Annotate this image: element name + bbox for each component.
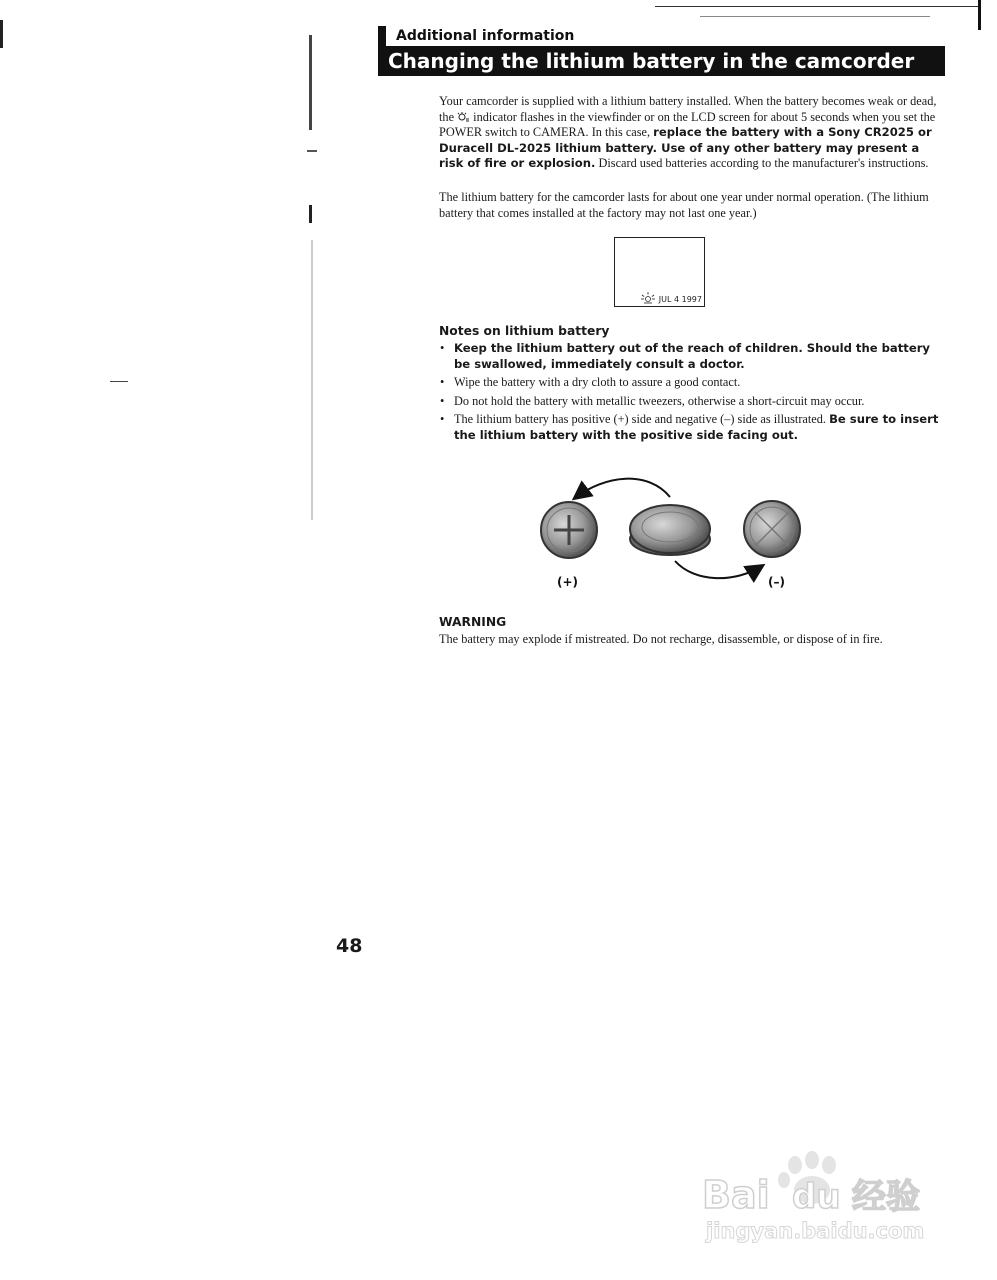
notes-list (439, 341, 939, 446)
note-1-text: Keep the lithium battery out of the reach of children. Should the battery be swallowed, immediately consult a doctor. (454, 341, 930, 371)
binding-edge-mark (309, 205, 312, 223)
watermark-cn: 经验 (852, 1177, 920, 1217)
page-title: Changing the lithium battery in the camcorder (378, 46, 945, 76)
list-item (439, 375, 939, 391)
crop-mark (978, 0, 981, 30)
note-3-text: Do not hold the battery with metallic tweezers, otherwise a short-circuit may occur. (454, 393, 865, 408)
list-item (439, 394, 939, 410)
top-rule (655, 6, 980, 7)
negative-label: (–) (768, 575, 785, 589)
top-rule-secondary (700, 16, 930, 17)
flashing-battery-icon (640, 295, 656, 304)
list-item (439, 341, 939, 372)
intro-text-3: Discard used batteries according to the manufacturer's instructions. (595, 156, 929, 170)
lcd-date: JUL 4 1997 (658, 295, 702, 304)
binding-edge-mark (307, 150, 317, 152)
battery-side-view (630, 505, 710, 555)
intro-warning-bold: replace the battery with a Sony CR2025 or Duracell DL-2025 lithium battery. Use of any other battery may present a risk of fire or explosion. (439, 125, 932, 170)
battery-orientation-diagram (530, 465, 820, 600)
watermark-url: jingyan.baidu.com (706, 1219, 925, 1243)
intro-text-2: indicator flashes in the viewfinder or on the LCD screen for about 5 seconds when you set the POWER switch to CAMERA. In this case, (439, 109, 936, 139)
binding-edge-mark (309, 35, 312, 130)
warning-heading: WARNING (439, 615, 507, 629)
note-4-bold: Be sure to insert the lithium battery with the positive side facing out. (454, 412, 939, 442)
list-item (439, 412, 939, 443)
binding-edge-mark (311, 240, 313, 520)
battery-life-paragraph: The lithium battery for the camcorder lasts for about one year under normal operation. (The lithium battery that comes installed at the factory may not last one year.) (439, 190, 929, 220)
flip-arrow-top (575, 479, 670, 498)
flip-arrow-bottom (675, 561, 762, 578)
note-2-text: Wipe the battery with a dry cloth to assure a good contact. (454, 375, 741, 389)
watermark-brand-a: Bai (702, 1173, 770, 1217)
intro-paragraph (439, 94, 944, 172)
lcd-readout (640, 292, 702, 304)
section-label: Additional information (378, 26, 586, 46)
page-number: 48 (336, 935, 363, 957)
clock-battery-icon (457, 110, 470, 124)
baidu-watermark (700, 1148, 950, 1248)
binding-edge-mark (110, 381, 128, 382)
intro-text-1: Your camcorder is supplied with a lithium battery installed. When the battery becomes weak or dead, the (439, 94, 937, 124)
watermark-brand-b: du (792, 1177, 841, 1217)
notes-heading: Notes on lithium battery (439, 324, 610, 338)
lcd-screen-illustration (614, 237, 705, 307)
positive-label: (+) (557, 575, 579, 589)
battery-positive-side (541, 502, 597, 558)
binding-edge-left (0, 20, 3, 48)
note-4-text: The lithium battery has positive (+) side and negative (–) side as illustrated. (454, 412, 830, 426)
battery-negative-side (744, 501, 800, 557)
warning-text: The battery may explode if mistreated. Do not recharge, disassemble, or dispose of in fire. (439, 632, 883, 646)
